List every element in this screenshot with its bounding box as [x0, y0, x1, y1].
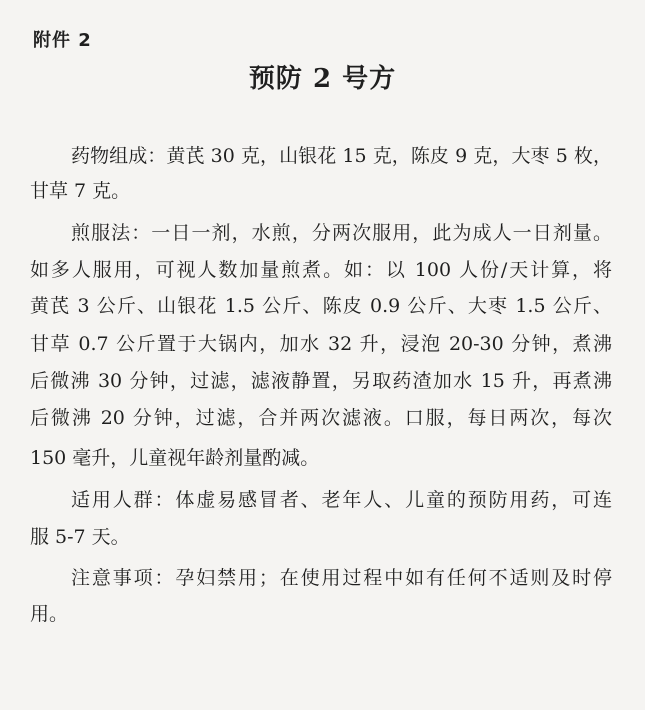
text-line: 用。: [30, 603, 69, 625]
text-line: 黄芪 3 公斤、山银花 1.5 公斤、陈皮 0.9 公斤、大枣 1.5 公斤、: [30, 295, 612, 317]
document-title: 预防 2 号方: [248, 64, 397, 94]
attachment-label: 附件 2: [33, 30, 92, 51]
text-line: 煎服法：一日一剂，水煎，分两次服用，此为成人一日剂量。: [71, 222, 612, 244]
text-line: 注意事项：孕妇禁用；在使用过程中如有任何不适则及时停: [71, 567, 612, 589]
text-line: 药物组成：黄芪 30 克，山银花 15 克，陈皮 9 克，大枣 5 枚，: [71, 145, 612, 167]
text-line: 如多人服用，可视人数加量煎煮。如：以 100 人份/天计算，将: [30, 259, 612, 281]
text-line: 适用人群：体虚易感冒者、老年人、儿童的预防用药，可连: [71, 489, 612, 511]
text-line: 150 毫升，儿童视年龄剂量酌减。: [30, 447, 320, 469]
text-line: 甘草 0.7 公斤置于大锅内，加水 32 升，浸泡 20-30 分钟，煮沸: [30, 333, 612, 355]
text-line: 服 5-7 天。: [30, 526, 130, 548]
text-line: 甘草 7 克。: [30, 180, 131, 202]
text-line: 后微沸 30 分钟，过滤，滤液静置，另取药渣加水 15 升，再煮沸: [30, 370, 612, 392]
text-line: 后微沸 20 分钟，过滤，合并两次滤液。口服，每日两次，每次: [30, 407, 612, 429]
